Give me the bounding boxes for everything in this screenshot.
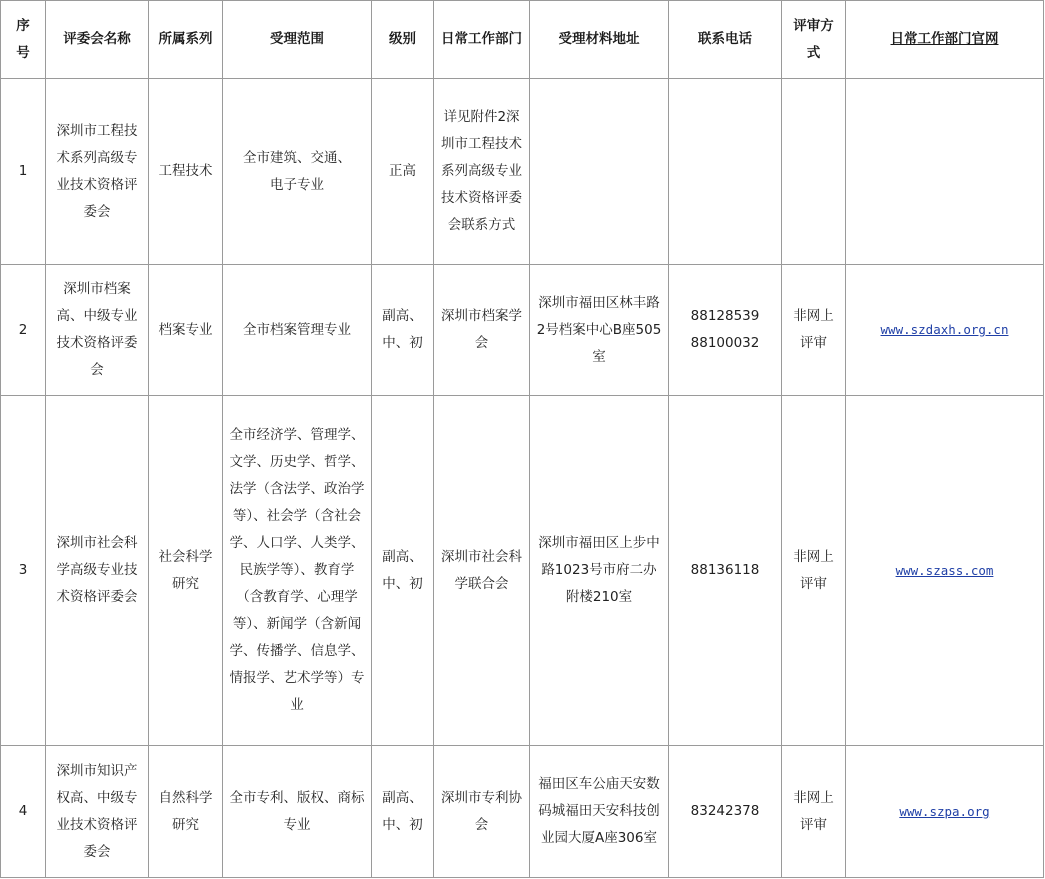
- row-series: 社会科学研究: [149, 396, 223, 746]
- row-website: [846, 396, 1044, 746]
- row-committee: 深圳市档案高、中级专业技术资格评委会: [46, 265, 149, 396]
- row-series: 档案专业: [149, 265, 223, 396]
- row-dept: 详见附件2深圳市工程技术系列高级专业技术资格评委会联系方式: [434, 79, 530, 265]
- row-address: 深圳市福田区林丰路2号档案中心B座505室: [530, 265, 669, 396]
- header-dept: 日常工作部门: [434, 1, 530, 79]
- row-method: 非网上评审: [782, 746, 846, 878]
- header-scope: 受理范围: [223, 1, 372, 79]
- row-committee: 深圳市知识产权高、中级专业技术资格评委会: [46, 746, 149, 878]
- website-link[interactable]: www.szass.com: [895, 562, 994, 578]
- row-method: [782, 79, 846, 265]
- row-website: [846, 79, 1044, 265]
- row-level: 副高、中、初: [372, 746, 434, 878]
- row-series: 工程技术: [149, 79, 223, 265]
- row-phone: [669, 79, 782, 265]
- header-row: [1, 1, 1044, 79]
- row-seq: 3: [1, 396, 46, 746]
- row-committee: 深圳市工程技术系列高级专业技术资格评委会: [46, 79, 149, 265]
- website-link[interactable]: www.szpa.org: [899, 803, 990, 819]
- table-row: [1, 79, 1044, 265]
- row-level: 副高、中、初: [372, 396, 434, 746]
- header-address: 受理材料地址: [530, 1, 669, 79]
- row-method: 非网上评审: [782, 396, 846, 746]
- table-row: [1, 746, 1044, 878]
- header-website: 日常工作部门官网: [846, 1, 1044, 79]
- table-row: [1, 396, 1044, 746]
- row-dept: 深圳市档案学会: [434, 265, 530, 396]
- row-level: 副高、中、初: [372, 265, 434, 396]
- row-committee: 深圳市社会科学高级专业技术资格评委会: [46, 396, 149, 746]
- table-row: [1, 265, 1044, 396]
- row-website: [846, 265, 1044, 396]
- row-phone: 83242378: [669, 746, 782, 878]
- row-dept: 深圳市专利协会: [434, 746, 530, 878]
- row-scope: 全市档案管理专业: [223, 265, 372, 396]
- row-scope: 全市建筑、交通、电子专业: [223, 79, 372, 265]
- header-seq: 序号: [1, 1, 46, 79]
- row-website: [846, 746, 1044, 878]
- row-scope: 全市专利、版权、商标专业: [223, 746, 372, 878]
- header-series: 所属系列: [149, 1, 223, 79]
- header-method: 评审方式: [782, 1, 846, 79]
- row-scope: 全市经济学、管理学、文学、历史学、哲学、法学（含法学、政治学等）、社会学（含社会学、人口学、人类学、民族学等）、教育学（含教育学、心理学等）、新闻学（含新闻学、传播学、信息学、情报学、艺术学等）专业: [223, 396, 372, 746]
- header-committee: 评委会名称: [46, 1, 149, 79]
- row-phone: 88136118: [669, 396, 782, 746]
- row-phone: 88128539 88100032: [669, 265, 782, 396]
- row-method: 非网上评审: [782, 265, 846, 396]
- row-dept: 深圳市社会科学联合会: [434, 396, 530, 746]
- row-seq: 2: [1, 265, 46, 396]
- header-level: 级别: [372, 1, 434, 79]
- row-series: 自然科学研究: [149, 746, 223, 878]
- website-link[interactable]: www.szdaxh.org.cn: [880, 322, 1009, 337]
- header-phone: 联系电话: [669, 1, 782, 79]
- row-level: 正高: [372, 79, 434, 265]
- row-seq: 4: [1, 746, 46, 878]
- row-address: 深圳市福田区上步中路1023号市府二办附楼210室: [530, 396, 669, 746]
- row-seq: 1: [1, 79, 46, 265]
- row-address: [530, 79, 669, 265]
- row-address: 福田区车公庙天安数码城福田天安科技创业园大厦A座306室: [530, 746, 669, 878]
